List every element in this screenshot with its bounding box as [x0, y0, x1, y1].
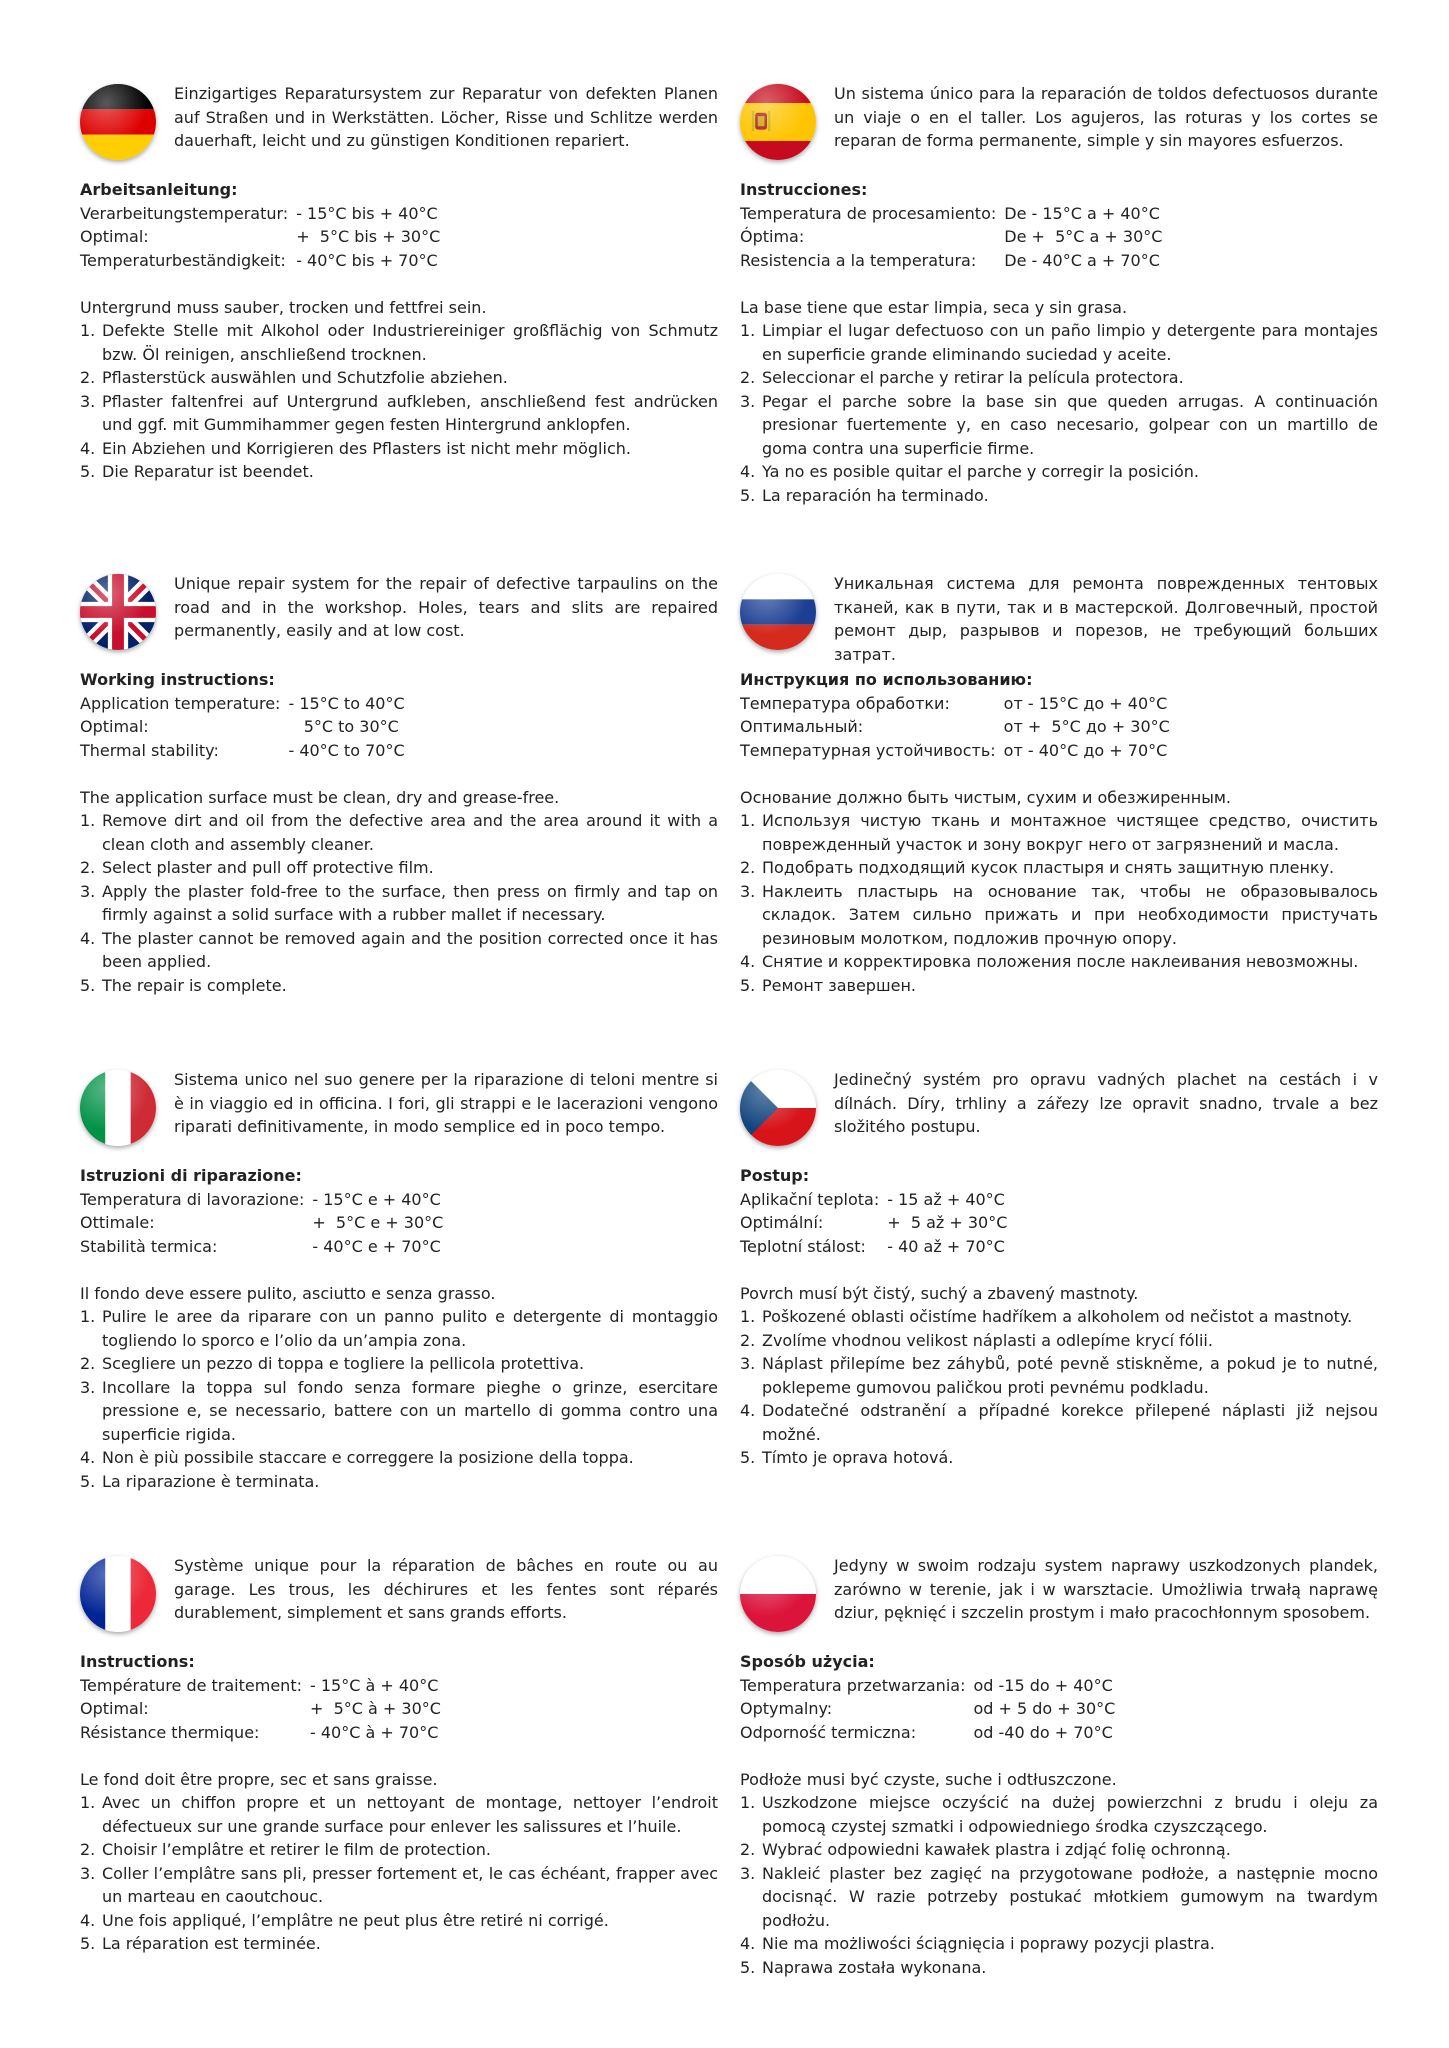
temperature-label: Temperatura przetwarzania:	[740, 1675, 966, 1695]
temperature-value: De - 15°C a + 40°C	[1004, 203, 1160, 223]
temperature-label: Thermal stability:	[80, 740, 219, 760]
czech-flag-icon	[740, 1070, 816, 1146]
section-spanish	[740, 82, 1378, 507]
section-italian	[80, 1068, 718, 1493]
section-czech	[740, 1068, 1378, 1470]
step-text: Pulire le aree da riparare con un panno pulito e detergente di montaggio togliendo lo sporco e l’olio da un’ampia zona.	[102, 1307, 718, 1350]
step-number: 1.	[740, 1793, 756, 1812]
step-text: Ein Abziehen und Korrigieren des Pflasters ist nicht mehr möglich.	[102, 438, 631, 458]
temperature-row	[80, 715, 405, 739]
temperature-row	[80, 1674, 441, 1698]
step-text: Pegar el parche sobre la base sin que queden arrugas. A continuación presionar fuertemente y, en caso necesario, golpear con un martillo de goma contra una superficie firme.	[762, 391, 1378, 458]
polish-flag-icon	[740, 1556, 816, 1632]
temperature-value: - 40°C e + 70°C	[312, 1236, 441, 1256]
intro-text: Jedinečný systém pro opravu vadných plachet na cestách i v dílnách. Díry, trhliny a zářezy lze opravit snadno, trvale a bez složitého postupu.	[834, 1070, 1378, 1136]
list-item	[80, 1932, 718, 1956]
temperature-row	[80, 1721, 441, 1745]
surface-requirement: Povrch musí být čistý, suchý a zbavený mastnoty.	[740, 1283, 1139, 1303]
temperature-row	[80, 739, 405, 763]
step-number: 4.	[80, 438, 96, 458]
list-item	[740, 1791, 1378, 1838]
step-number: 2.	[80, 1840, 96, 1859]
instructions-title: Instrucciones:	[740, 180, 868, 199]
step-number: 3.	[740, 1863, 756, 1883]
step-text: Подобрать подходящий кусок пластыря и снять защитную пленку.	[762, 858, 1335, 877]
instructions-title: Working instructions:	[80, 670, 275, 689]
surface-requirement: Untergrund muss sauber, trocken und fettfrei sein.	[80, 297, 487, 317]
step-text: Ya no es posible quitar el parche y corregir la posición.	[762, 462, 1200, 481]
list-item	[740, 1956, 1378, 1980]
section-header	[740, 1068, 1378, 1164]
temperature-value: od -40 do + 70°C	[973, 1722, 1113, 1742]
temperature-row	[80, 1235, 443, 1259]
temperature-row	[740, 1721, 1115, 1745]
step-text: Naprawa została wykonana.	[762, 1957, 987, 1977]
step-number: 1.	[740, 1307, 756, 1326]
section-uk	[80, 572, 718, 997]
section-polish	[740, 1554, 1378, 1979]
step-number: 1.	[80, 321, 96, 340]
step-text: The repair is complete.	[102, 975, 287, 995]
step-number: 5.	[80, 462, 96, 481]
list-item	[80, 437, 718, 461]
temperature-label: Optimální:	[740, 1213, 824, 1232]
temperature-label: Odporność termiczna:	[740, 1722, 917, 1742]
step-number: 3.	[80, 1863, 96, 1883]
step-number: 4.	[740, 1934, 756, 1953]
spanish-flag-icon	[740, 84, 816, 160]
step-number: 4.	[80, 928, 96, 948]
step-text: Nakleić plaster bez zagięć na przygotowane podłoże, a następnie mocno docisnąć. W razie potrzeby postukać młotkiem gumowym na twardym podłożu.	[762, 1863, 1378, 1930]
step-text: Nie ma możliwości ściągnięcia i poprawy pozycji plastra.	[762, 1934, 1215, 1953]
surface-requirement: Основание должно быть чистым, сухим и обезжиренным.	[740, 787, 1231, 807]
step-text: Wybrać odpowiedni kawałek plastra i zdjąć folię ochronną.	[762, 1840, 1231, 1859]
list-item	[740, 484, 1378, 508]
section-header	[80, 572, 718, 668]
step-number: 1.	[80, 1307, 96, 1326]
list-item	[80, 1862, 718, 1909]
step-text: Zvolíme vhodnou velikost náplasti a odlepíme krycí fólii.	[762, 1330, 1213, 1350]
step-text: Apply the plaster fold-free to the surface, then press on firmly and tap on firmly against a solid surface with a rubber mallet if necessary.	[102, 881, 718, 924]
list-item	[80, 1909, 718, 1933]
temperature-table	[740, 692, 1170, 763]
step-number: 4.	[80, 1910, 96, 1930]
list-item	[740, 1329, 1378, 1353]
step-text: Defekte Stelle mit Alkohol oder Industriereiniger großflächig von Schmutz bzw. Öl reinigen, anschließend trocknen.	[102, 321, 718, 364]
list-item	[740, 1932, 1378, 1956]
temperature-table	[80, 202, 440, 273]
temperature-row	[740, 1697, 1115, 1721]
temperature-row	[740, 1211, 1007, 1235]
temperature-value: от - 40°C до + 70°C	[1003, 740, 1168, 760]
french-flag-icon	[80, 1556, 156, 1632]
list-item	[80, 1376, 718, 1447]
temperature-label: Résistance thermique:	[80, 1722, 260, 1742]
section-french	[80, 1554, 718, 1956]
step-text: Choisir l’emplâtre et retirer le film de protection.	[102, 1840, 491, 1859]
temperature-row	[80, 202, 440, 226]
temperature-value: - 40°C à + 70°C	[309, 1722, 439, 1742]
step-number: 2.	[740, 1840, 756, 1859]
list-item	[80, 856, 718, 880]
temperature-value: + 5 až + 30°C	[887, 1213, 1008, 1232]
intro-text: Un sistema único para la reparación de toldos defectuosos durante un viaje o en el taller. Los agujeros, las roturas y los cortes se reparan de forma permanente, simple y sin mayores esfuerzos.	[834, 84, 1378, 150]
instructions-title: Instructions:	[80, 1652, 195, 1671]
list-item	[740, 1305, 1378, 1329]
step-number: 5.	[740, 1957, 756, 1977]
step-text: Используя чистую ткань и монтажное чистящее средство, очистить поврежденный участок и зону вокруг него от загрязнений и масла.	[762, 811, 1378, 854]
step-number: 3.	[740, 881, 756, 901]
step-number: 2.	[740, 1330, 756, 1350]
section-header	[740, 82, 1378, 178]
temperature-value: - 15°C e + 40°C	[312, 1189, 441, 1209]
temperature-row	[740, 249, 1162, 273]
temperature-row	[80, 1211, 443, 1235]
step-text: Select plaster and pull off protective film.	[102, 858, 434, 877]
german-flag-icon	[80, 84, 156, 160]
section-russian	[740, 572, 1378, 997]
temperature-value: De + 5°C a + 30°C	[1004, 227, 1163, 246]
step-text: Ремонт завершен.	[762, 975, 916, 995]
section-header	[740, 1554, 1378, 1650]
list-item	[80, 880, 718, 927]
temperature-value: - 40 až + 70°C	[887, 1236, 1005, 1256]
temperature-label: Application temperature:	[80, 693, 281, 713]
instructions-title: Postup:	[740, 1166, 810, 1185]
steps-list	[740, 319, 1378, 507]
temperature-row	[740, 1235, 1007, 1259]
list-item	[80, 1470, 718, 1494]
step-text: Une fois appliqué, l’emplâtre ne peut plus être retiré ni corrigé.	[102, 1910, 609, 1930]
section-header	[740, 572, 1378, 668]
temperature-row	[80, 249, 440, 273]
steps-list	[80, 1305, 718, 1493]
step-number: 1.	[740, 811, 756, 830]
list-item	[80, 319, 718, 366]
temperature-label: Temperatura de procesamiento:	[740, 203, 997, 223]
temperature-row	[740, 1674, 1115, 1698]
temperature-label: Optimal:	[80, 227, 149, 246]
list-item	[740, 950, 1378, 974]
list-item	[740, 390, 1378, 461]
temperature-row	[740, 715, 1170, 739]
step-number: 5.	[80, 1934, 96, 1953]
instructions-title: Sposób użycia:	[740, 1652, 875, 1671]
step-text: Die Reparatur ist beendet.	[102, 462, 314, 481]
steps-list	[80, 1791, 718, 1956]
temperature-value: от + 5°C до + 30°C	[1003, 717, 1170, 736]
uk-flag-icon	[80, 574, 156, 650]
step-number: 2.	[740, 368, 756, 387]
step-number: 5.	[80, 975, 96, 995]
step-number: 4.	[80, 1448, 96, 1467]
instructions-title: Istruzioni di riparazione:	[80, 1166, 302, 1185]
temperature-value: + 5°C e + 30°C	[312, 1213, 444, 1232]
step-number: 2.	[80, 368, 96, 387]
steps-list	[740, 809, 1378, 997]
step-text: La riparazione è terminata.	[102, 1471, 320, 1491]
surface-requirement: Le fond doit être propre, sec et sans graisse.	[80, 1769, 438, 1789]
temperature-value: + 5°C à + 30°C	[309, 1699, 441, 1718]
list-item	[80, 1352, 718, 1376]
temperature-value: - 15 až + 40°C	[887, 1189, 1005, 1209]
step-number: 5.	[740, 975, 756, 995]
intro-text: Unique repair system for the repair of defective tarpaulins on the road and in the workshop. Holes, tears and slits are repaired permanently, easily and at low cost.	[174, 574, 718, 640]
list-item	[740, 1352, 1378, 1399]
list-item	[80, 1838, 718, 1862]
step-number: 1.	[80, 1793, 96, 1812]
step-number: 2.	[80, 1354, 96, 1373]
temperature-label: Temperaturbeständigkeit:	[80, 250, 286, 270]
step-text: Coller l’emplâtre sans pli, presser fortement et, le cas échéant, frapper avec un marteau en caoutchouc.	[102, 1863, 718, 1906]
step-text: Pflasterstück auswählen und Schutzfolie abziehen.	[102, 368, 508, 387]
step-number: 1.	[80, 811, 96, 830]
step-text: Limpiar el lugar defectuoso con un paño limpio y detergente para montajes en superficie grande eliminando suciedad y aceite.	[762, 321, 1378, 364]
section-header	[80, 82, 718, 178]
intro-text: Système unique pour la réparation de bâches en route ou au garage. Les trous, les déchirures et les fentes sont réparés durablement, simplement et sans grands efforts.	[174, 1556, 718, 1622]
step-text: Dodatečné odstranění a případné korekce přilepené náplasti již nejsou možné.	[762, 1401, 1378, 1444]
step-text: Tímto je oprava hotová.	[762, 1448, 954, 1467]
intro-text: Einzigartiges Reparatursystem zur Reparatur von defekten Planen auf Straßen und in Werkstätten. Löcher, Risse und Schlitze werden dauerhaft, leicht und zu günstigen Konditionen repariert.	[174, 84, 718, 150]
step-number: 3.	[740, 1354, 756, 1373]
temperature-label: Resistencia a la temperatura:	[740, 250, 977, 270]
temperature-row	[740, 739, 1170, 763]
temperature-row	[740, 225, 1162, 249]
step-text: Снятие и корректировка положения после наклеивания невозможны.	[762, 952, 1359, 971]
step-text: Incollare la toppa sul fondo senza formare pieghe o grinze, esercitare pressione e, se necessario, battere con un martello di gomma contro una superficie rigida.	[102, 1377, 718, 1444]
temperature-label: Verarbeitungstemperatur:	[80, 203, 289, 223]
list-item	[80, 1791, 718, 1838]
list-item	[740, 1446, 1378, 1470]
temperature-row	[740, 1188, 1007, 1212]
temperature-value: od -15 do + 40°C	[973, 1675, 1113, 1695]
section-header	[80, 1068, 718, 1164]
step-number: 5.	[740, 1448, 756, 1467]
temperature-table	[740, 202, 1162, 273]
temperature-value: De - 40°C a + 70°C	[1004, 250, 1160, 270]
temperature-value: 5°C to 30°C	[288, 717, 399, 736]
step-number: 4.	[740, 1401, 756, 1420]
step-text: Наклеить пластырь на основание так, чтобы не образовывалось складок. Затем сильно прижать и при необходимости пристучать резиновым молотком, подложив прочную опору.	[762, 881, 1378, 948]
temperature-label: Ottimale:	[80, 1213, 155, 1232]
section-german	[80, 82, 718, 484]
step-text: Pflaster faltenfrei auf Untergrund aufkleben, anschließend fest andrücken und ggf. mit Gummihammer gegen festen Hintergrund anklopfen.	[102, 391, 718, 434]
temperature-label: Teplotní stálost:	[740, 1236, 866, 1256]
list-item	[740, 974, 1378, 998]
temperature-label: Optimal:	[80, 717, 149, 736]
list-item	[740, 1838, 1378, 1862]
temperature-table	[80, 1188, 443, 1259]
temperature-label: Оптимальный:	[740, 717, 864, 736]
list-item	[740, 1399, 1378, 1446]
temperature-row	[740, 202, 1162, 226]
step-number: 3.	[740, 391, 756, 411]
step-number: 4.	[740, 952, 756, 971]
step-number: 5.	[80, 1471, 96, 1491]
temperature-label: Aplikační teplota:	[740, 1189, 880, 1209]
step-number: 3.	[80, 1377, 96, 1397]
steps-list	[740, 1305, 1378, 1470]
temperature-label: Optimal:	[80, 1699, 149, 1718]
list-item	[80, 1305, 718, 1352]
step-text: Náplast přilepíme bez záhybů, poté pevně stiskněme, a pokud je to nutné, poklepeme gumovou paličkou proti pevnému podkladu.	[762, 1354, 1378, 1397]
temperature-label: Óptima:	[740, 227, 805, 246]
surface-requirement: La base tiene que estar limpia, seca y sin grasa.	[740, 297, 1128, 317]
intro-text: Уникальная система для ремонта поврежденных тентовых тканей, как в пути, так и в мастерской. Долговечный, простой ремонт дыр, разрывов и порезов, не требующий больших затрат.	[834, 574, 1378, 664]
step-text: Poškozené oblasti očistíme hadříkem a alkoholem od nečistot a mastnoty.	[762, 1307, 1353, 1326]
step-number: 2.	[740, 858, 756, 877]
temperature-label: Температурная устойчивость:	[740, 740, 996, 760]
list-item	[80, 974, 718, 998]
list-item	[740, 856, 1378, 880]
temperature-row	[80, 225, 440, 249]
step-number: 4.	[740, 462, 756, 481]
steps-list	[80, 809, 718, 997]
temperature-row	[80, 1697, 441, 1721]
temperature-row	[740, 692, 1170, 716]
list-item	[80, 927, 718, 974]
temperature-value: - 15°C to 40°C	[288, 693, 405, 713]
list-item	[80, 390, 718, 437]
instructions-title: Arbeitsanleitung:	[80, 180, 238, 199]
temperature-table	[80, 1674, 441, 1745]
step-text: Uszkodzone miejsce oczyścić na dużej powierzchni z brudu i oleju za pomocą czystej szmatki i odpowiedniego środka czyszczącego.	[762, 1793, 1378, 1836]
step-number: 1.	[740, 321, 756, 340]
list-item	[740, 1862, 1378, 1933]
step-number: 5.	[740, 485, 756, 505]
list-item	[80, 460, 718, 484]
instructions-title: Инструкция по использованию:	[740, 670, 1033, 689]
step-text: Seleccionar el parche y retirar la película protectora.	[762, 368, 1184, 387]
step-text: Scegliere un pezzo di toppa e togliere la pellicola protettiva.	[102, 1354, 585, 1373]
step-text: Avec un chiffon propre et un nettoyant de montage, nettoyer l’endroit défectueux sur une grande surface pour enlever les salissures et l’huile.	[102, 1793, 718, 1836]
steps-list	[80, 319, 718, 484]
list-item	[740, 880, 1378, 951]
step-text: La réparation est terminée.	[102, 1934, 321, 1953]
italian-flag-icon	[80, 1070, 156, 1146]
temperature-value: - 40°C bis + 70°C	[296, 250, 438, 270]
temperature-label: Temperatura di lavorazione:	[80, 1189, 305, 1209]
temperature-label: Optymalny:	[740, 1699, 833, 1718]
list-item	[740, 460, 1378, 484]
step-text: Remove dirt and oil from the defective area and the area around it with a clean cloth and assembly cleaner.	[102, 811, 718, 854]
temperature-value: od + 5 do + 30°C	[973, 1699, 1116, 1718]
intro-text: Sistema unico nel suo genere per la riparazione di teloni mentre si è in viaggio ed in officina. I fori, gli strappi e le lacerazioni vengono riparati definitivamente, in modo semplice ed in poco tempo.	[174, 1070, 718, 1136]
intro-text: Jedyny w swoim rodzaju system naprawy uszkodzonych plandek, zarówno w terenie, jak i w warsztacie. Umożliwia trwałą naprawę dziur, pęknięć i szczelin prostym i mało pracochłonnym sposobem.	[834, 1556, 1378, 1622]
temperature-label: Température de traitement:	[80, 1675, 302, 1695]
temperature-value: от - 15°C до + 40°C	[1003, 693, 1168, 713]
section-header	[80, 1554, 718, 1650]
list-item	[80, 1446, 718, 1470]
steps-list	[740, 1791, 1378, 1979]
temperature-value: - 15°C à + 40°C	[309, 1675, 439, 1695]
temperature-value: + 5°C bis + 30°C	[296, 227, 441, 246]
list-item	[80, 809, 718, 856]
temperature-table	[740, 1674, 1115, 1745]
temperature-table	[740, 1188, 1007, 1259]
step-text: The plaster cannot be removed again and the position corrected once it has been applied.	[102, 928, 718, 971]
temperature-value: - 15°C bis + 40°C	[296, 203, 438, 223]
temperature-label: Stabilità termica:	[80, 1236, 218, 1256]
surface-requirement: Podłoże musi być czyste, suche i odtłuszczone.	[740, 1769, 1117, 1789]
list-item	[740, 366, 1378, 390]
step-number: 3.	[80, 391, 96, 411]
step-text: La reparación ha terminado.	[762, 485, 989, 505]
step-text: Non è più possibile staccare e correggere la posizione della toppa.	[102, 1448, 634, 1467]
surface-requirement: The application surface must be clean, dry and grease-free.	[80, 787, 560, 807]
temperature-row	[80, 692, 405, 716]
surface-requirement: Il fondo deve essere pulito, asciutto e senza grasso.	[80, 1283, 496, 1303]
temperature-label: Температура обработки:	[740, 693, 950, 713]
step-number: 2.	[80, 858, 96, 877]
temperature-value: - 40°C to 70°C	[288, 740, 405, 760]
russian-flag-icon	[740, 574, 816, 650]
list-item	[80, 366, 718, 390]
temperature-table	[80, 692, 405, 763]
list-item	[740, 809, 1378, 856]
step-number: 3.	[80, 881, 96, 901]
temperature-row	[80, 1188, 443, 1212]
list-item	[740, 319, 1378, 366]
